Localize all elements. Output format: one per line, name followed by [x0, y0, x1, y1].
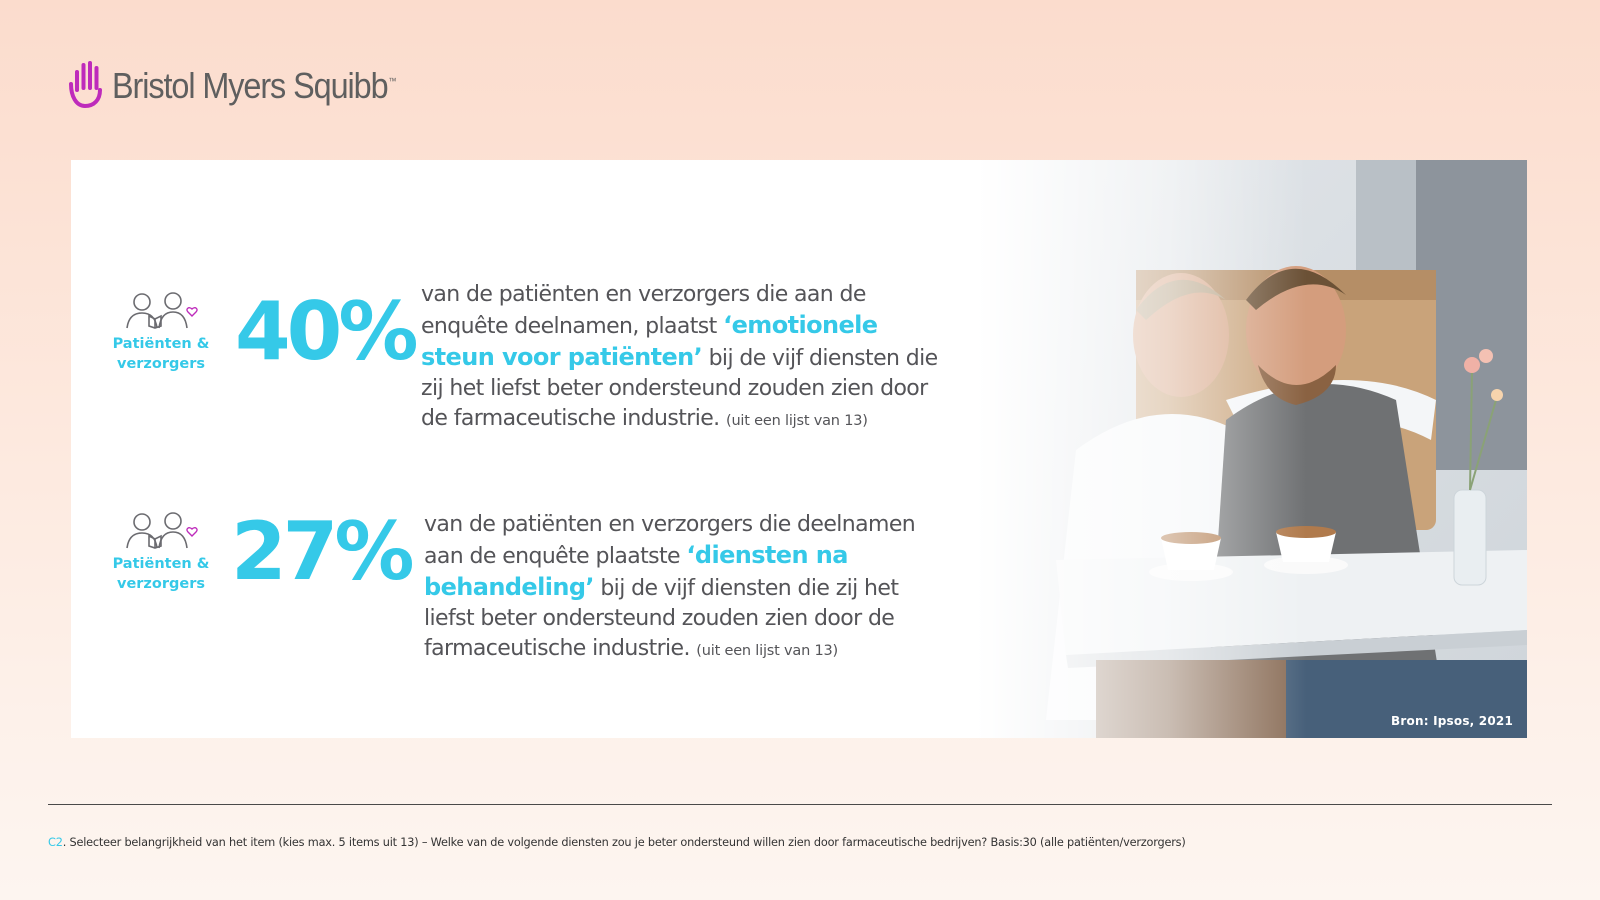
- hand-icon: [68, 60, 106, 112]
- question-code: C2: [48, 836, 63, 849]
- stat-percentage: 40%: [235, 285, 415, 378]
- stat-highlight: ‘diensten na behandeling’: [424, 541, 848, 601]
- stat-note: (uit een lijst van 13): [696, 643, 839, 659]
- stat-description: van de patiënten en verzorgers die deelnamen aan de enquête plaatste ‘diensten na behandeling’ bij de vijf diensten die zij het liefst beter ondersteund zouden zien door de farmaceutische industrie. (uit een lijst van 13): [424, 512, 916, 661]
- stat-percentage: 27%: [231, 505, 411, 598]
- logo-text: Bristol Myers Squibb™: [112, 65, 396, 106]
- stat-highlight: ‘emotionele steun voor patiënten’: [421, 311, 878, 371]
- source-credit: Bron: Ipsos, 2021: [1391, 714, 1513, 728]
- persona-badge: Patiënten & verzorgers: [111, 510, 211, 594]
- stat-note: (uit een lijst van 13): [725, 413, 868, 429]
- footer-divider: [48, 804, 1552, 805]
- couple-photo: [976, 160, 1527, 738]
- patients-caregivers-icon: [121, 510, 201, 552]
- content-card: [71, 160, 1527, 738]
- persona-badge: Patiënten & verzorgers: [111, 290, 211, 374]
- patients-caregivers-icon: [121, 290, 201, 332]
- company-logo: [68, 56, 427, 116]
- stat-description: van de patiënten en verzorgers die aan de enquête deelnamen, plaatst ‘emotionele steun voor patiënten’ bij de vijf diensten die zij het liefst beter ondersteund zouden zien door de farmaceutische industrie. (uit een lijst van 13): [421, 282, 938, 431]
- footnote: C2. Selecteer belangrijkheid van het item (kies max. 5 items uit 13) – Welke van de volgende diensten zou je beter ondersteund willen zien door farmaceutische bedrijven? Basis:30 (alle patiënten/verzorgers): [48, 836, 1186, 849]
